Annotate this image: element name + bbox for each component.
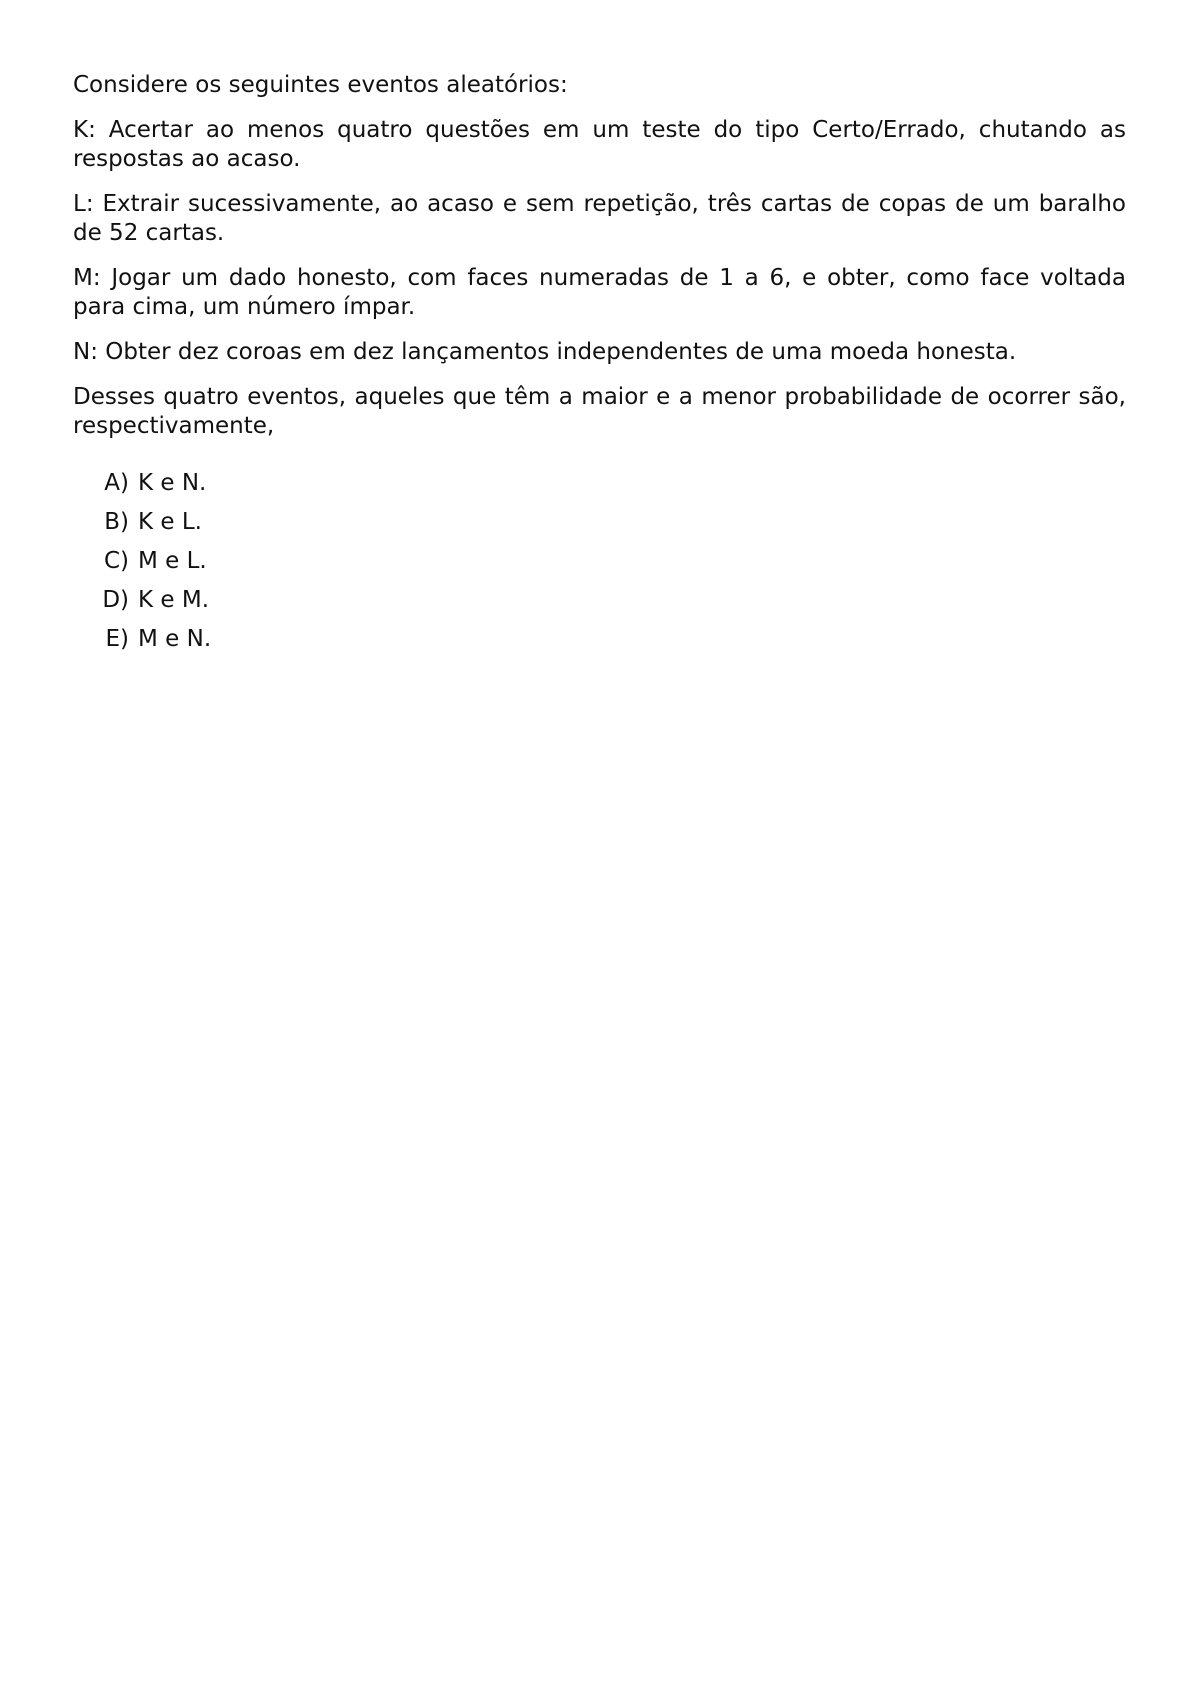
option-text: M e L. <box>138 548 207 574</box>
option-letter: C) <box>103 548 129 574</box>
option-letter: E) <box>105 626 129 652</box>
event-k: K: Acertar ao menos quatro questões em um teste do tipo Certo/Errado, chutando as respostas ao acaso. <box>73 117 1126 172</box>
answer-options <box>73 469 1126 664</box>
option-text: K e N. <box>138 470 207 496</box>
event-l: L: Extrair sucessivamente, ao acaso e sem repetição, três cartas de copas de um baralho de 52 cartas. <box>73 191 1126 246</box>
option-e <box>73 625 1126 664</box>
option-text: M e N. <box>138 626 212 652</box>
option-text: K e L. <box>138 509 202 535</box>
event-n: N: Obter dez coroas em dez lançamentos independentes de uma moeda honesta. <box>73 339 1017 365</box>
option-c <box>73 547 1126 586</box>
event-m: M: Jogar um dado honesto, com faces numeradas de 1 a 6, e obter, como face voltada para cima, um número ímpar. <box>73 265 1126 320</box>
question-prompt: Desses quatro eventos, aqueles que têm a maior e a menor probabilidade de ocorrer são, respectivamente, <box>73 384 1126 439</box>
question-intro: Considere os seguintes eventos aleatórios: <box>73 72 568 98</box>
option-text: K e M. <box>138 587 210 613</box>
option-letter: D) <box>102 587 129 613</box>
option-b <box>73 508 1126 547</box>
option-letter: A) <box>104 470 129 496</box>
option-d <box>73 586 1126 625</box>
option-a <box>73 469 1126 508</box>
option-letter: B) <box>104 509 129 535</box>
question-page <box>73 71 1126 664</box>
